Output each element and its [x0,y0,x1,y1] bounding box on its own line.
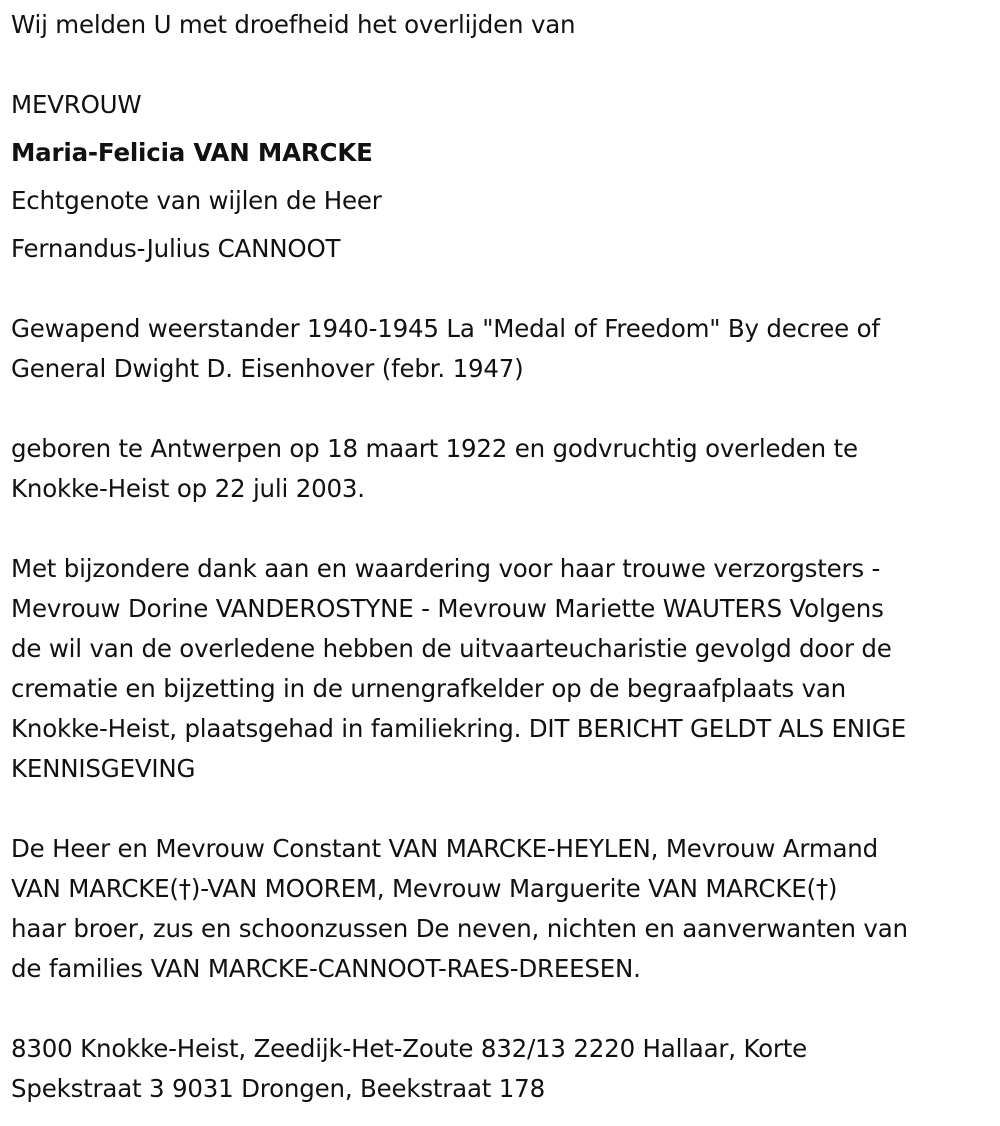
family-line-3: haar broer, zus en schoonzussen De neven, nichten en aanverwanten van [11,914,908,943]
thanks-line-3: de wil van de overledene hebben de uitvaarteucharistie gevolgd door de [11,634,892,663]
resistance-line-1: Gewapend weerstander 1940-1945 La "Medal of Freedom" By decree of [11,314,880,343]
family-line-4: de families VAN MARCKE-CANNOOT-RAES-DREESEN. [11,954,641,983]
thanks-line-5: Knokke-Heist, plaatsgehad in familiekring. DIT BERICHT GELDT ALS ENIGE [11,714,907,743]
family-line-2: VAN MARCKE(†)-VAN MOOREM, Mevrouw Marguerite VAN MARCKE(†) [11,874,838,903]
thanks-line-1: Met bijzondere dank aan en waardering voor haar trouwe verzorgsters - [11,554,881,583]
deceased-name: Maria-Felicia VAN MARCKE [11,138,373,167]
intro-text: Wij melden U met droefheid het overlijden van [11,10,576,39]
salutation: MEVROUW [11,90,142,119]
resistance-line-2: General Dwight D. Eisenhover (febr. 1947) [11,354,524,383]
thanks-line-4: crematie en bijzetting in de urnengrafkelder op de begraafplaats van [11,674,847,703]
thanks-line-6: KENNISGEVING [11,754,196,783]
spouse-line-2: Fernandus-Julius CANNOOT [11,234,341,263]
birth-line-2: Knokke-Heist op 22 juli 2003. [11,474,365,503]
spouse-line-1: Echtgenote van wijlen de Heer [11,186,382,215]
thanks-line-2: Mevrouw Dorine VANDEROSTYNE - Mevrouw Mariette WAUTERS Volgens [11,594,884,623]
address-line-2: Spekstraat 3 9031 Drongen, Beekstraat 178 [11,1074,545,1103]
address-line-1: 8300 Knokke-Heist, Zeedijk-Het-Zoute 832/13 2220 Hallaar, Korte [11,1034,808,1063]
family-line-1: De Heer en Mevrouw Constant VAN MARCKE-HEYLEN, Mevrouw Armand [11,834,878,863]
birth-line-1: geboren te Antwerpen op 18 maart 1922 en godvruchtig overleden te [11,434,858,463]
